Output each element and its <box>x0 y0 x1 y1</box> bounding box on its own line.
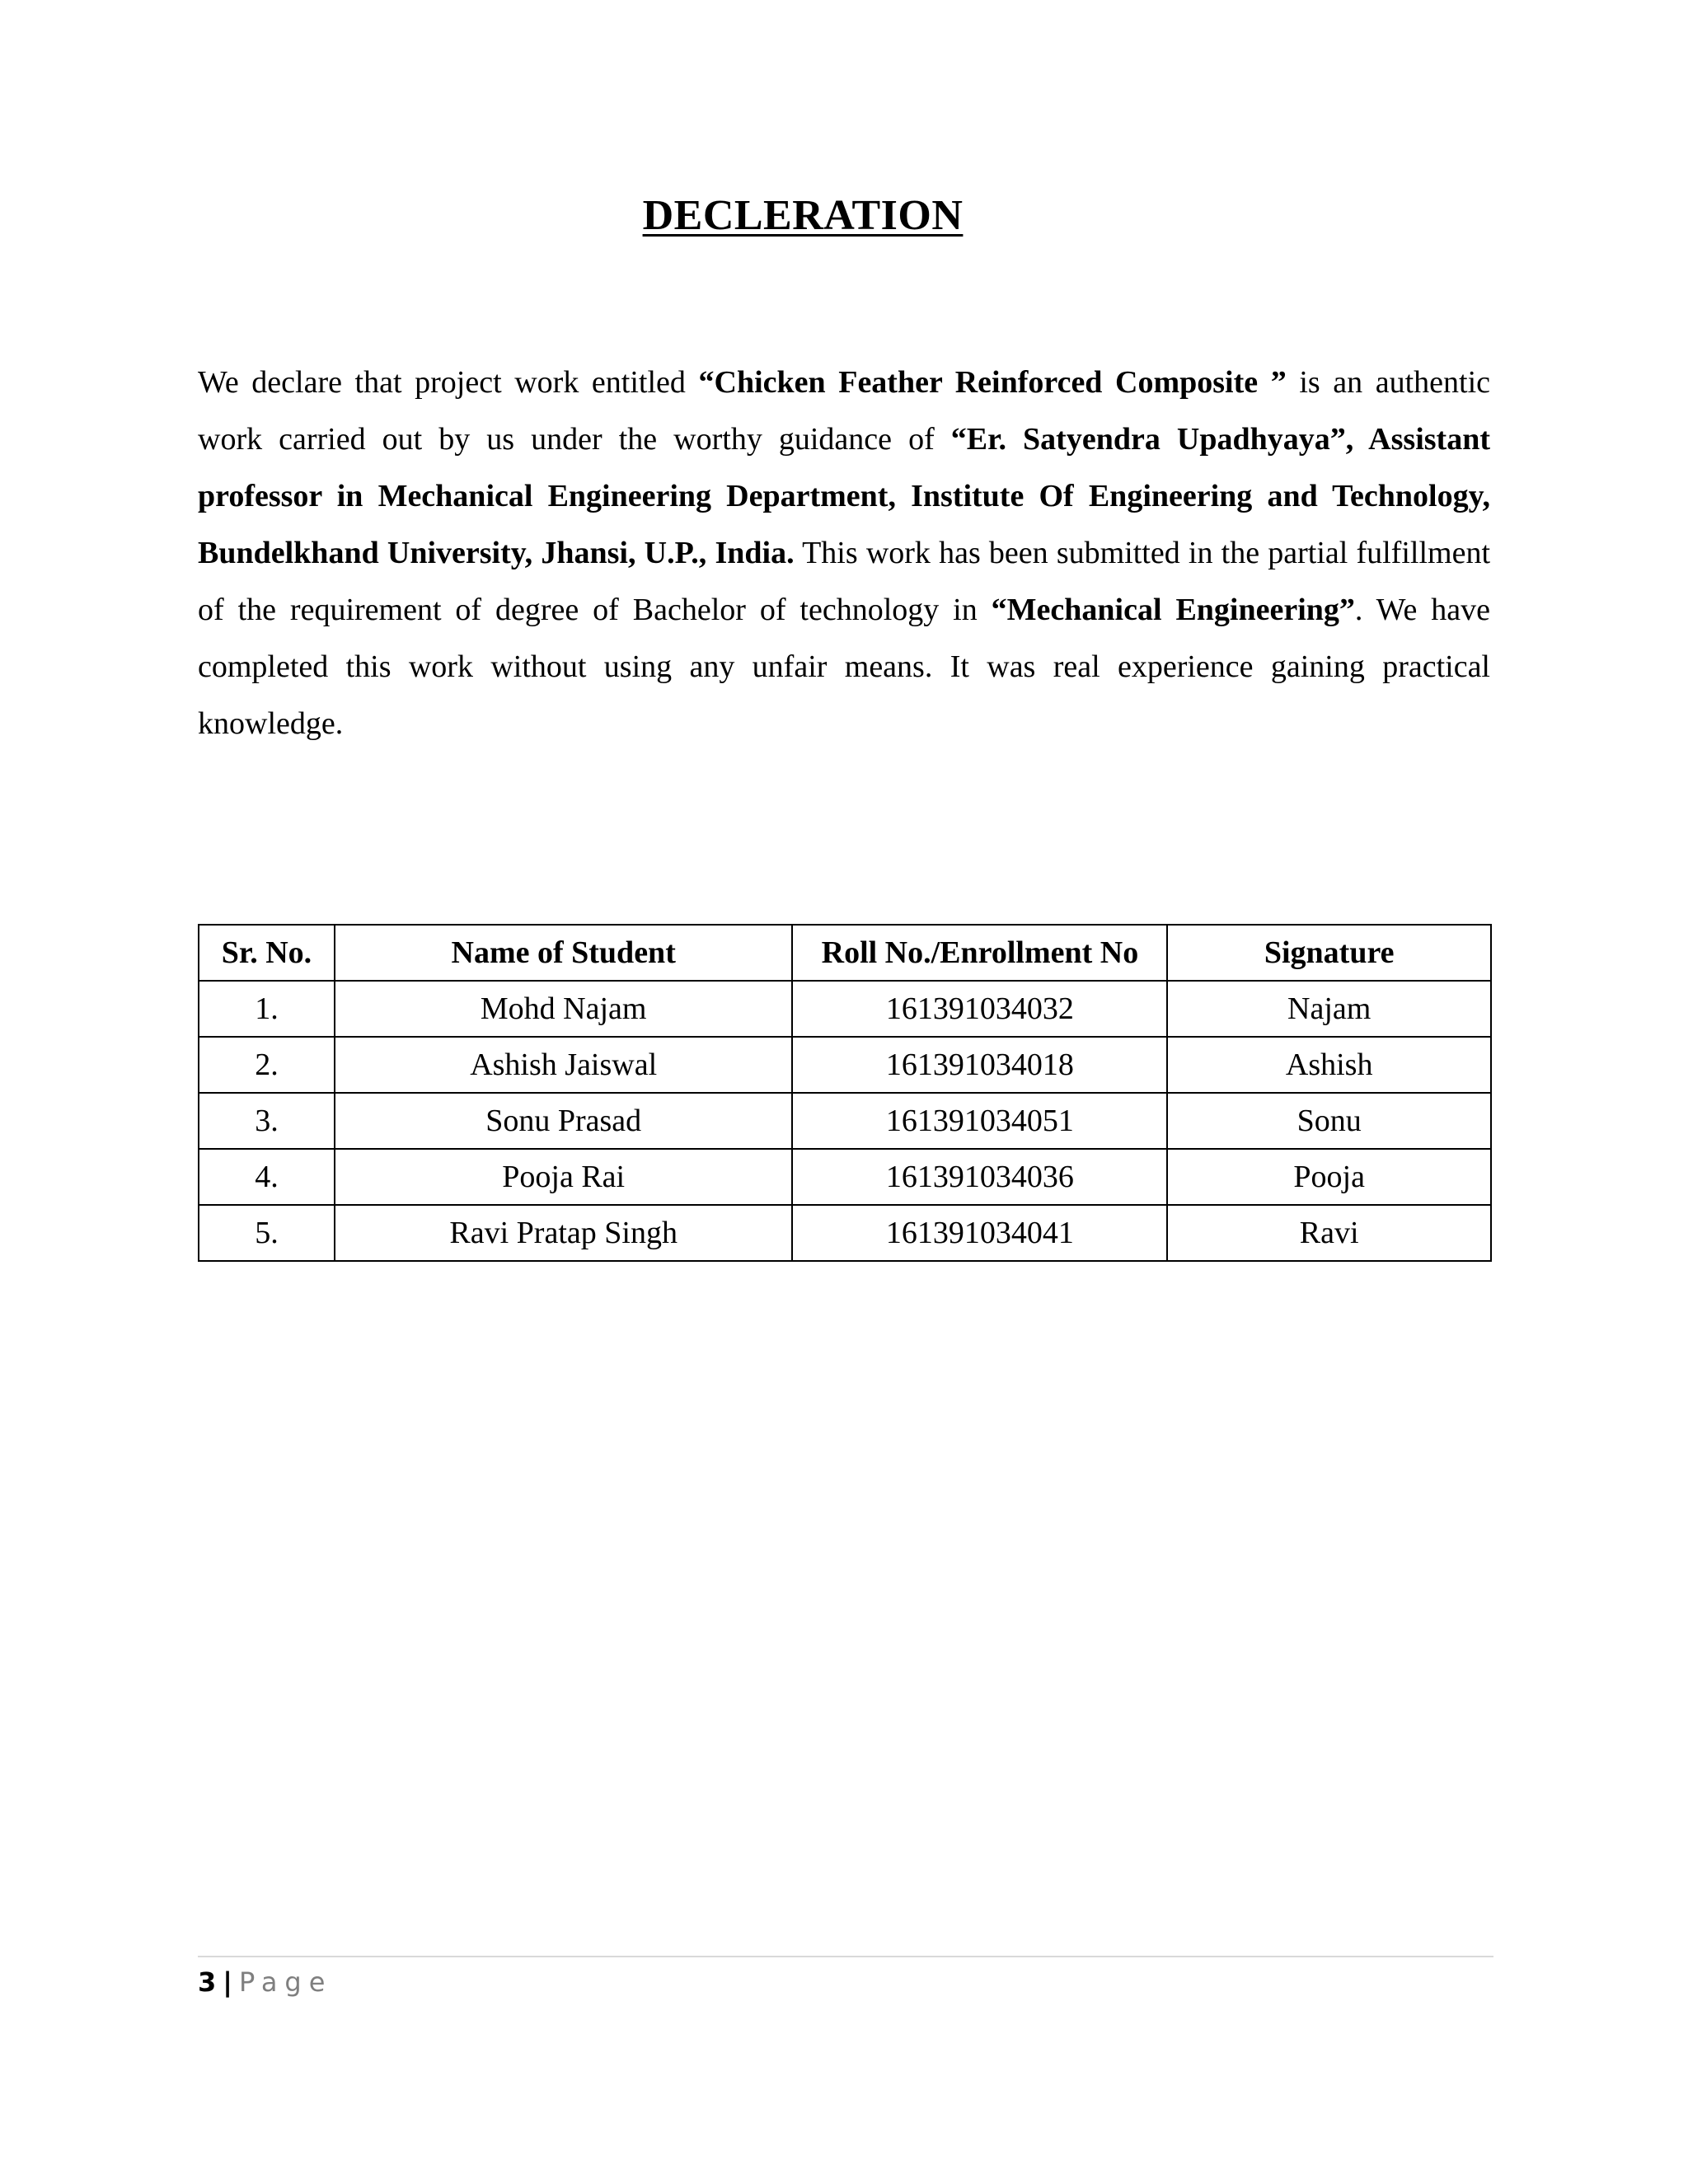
table-row <box>199 981 1491 1037</box>
header-signature: Signature <box>1167 925 1491 981</box>
page-number: 3 <box>198 1966 217 1998</box>
declaration-text-part-2: is an authentic work carried out by us under the worthy guidance of <box>198 365 1491 457</box>
declaration-text-part-4: . We have completed this work without using any unfair means. It was real experience gaining practical knowledge. <box>198 593 1490 741</box>
cell-student-name: Ravi Pratap Singh <box>335 1205 793 1261</box>
page-separator: | <box>223 1966 232 1998</box>
cell-signature: Ravi <box>1167 1205 1491 1261</box>
table-row <box>199 1149 1491 1205</box>
page-label: Page <box>238 1966 333 1998</box>
cell-signature: Najam <box>1167 981 1491 1037</box>
cell-sr-no: 4. <box>199 1149 335 1205</box>
project-title: “Chicken Feather Reinforced Composite ” <box>698 365 1287 400</box>
cell-roll-no: 161391034018 <box>792 1037 1167 1093</box>
cell-sr-no: 2. <box>199 1037 335 1093</box>
declaration-paragraph <box>198 354 1490 752</box>
page-footer <box>198 1963 332 2001</box>
table-row <box>199 1037 1491 1093</box>
degree-name: “Mechanical Engineering” <box>991 593 1355 627</box>
declaration-text-part-1: We declare that project work entitled <box>198 365 699 400</box>
cell-signature: Ashish <box>1167 1037 1491 1093</box>
table-row <box>199 1205 1491 1261</box>
guide-details: “Er. Satyendra Upadhyaya”, Assistant professor in Mechanical Engineering Department, Institute Of Engineering and Technology, Bundelkhand University, Jhansi, U.P., India. <box>198 422 1490 570</box>
page-title: DECLERATION <box>642 192 964 239</box>
footer-divider <box>198 1956 1493 1957</box>
table-header-row <box>199 925 1491 981</box>
cell-roll-no: 161391034036 <box>792 1149 1167 1205</box>
header-sr-no: Sr. No. <box>199 925 335 981</box>
students-table <box>198 924 1492 1262</box>
cell-student-name: Ashish Jaiswal <box>335 1037 793 1093</box>
cell-student-name: Mohd Najam <box>335 981 793 1037</box>
cell-student-name: Sonu Prasad <box>335 1093 793 1149</box>
cell-student-name: Pooja Rai <box>335 1149 793 1205</box>
header-student-name: Name of Student <box>335 925 793 981</box>
cell-sr-no: 3. <box>199 1093 335 1149</box>
cell-sr-no: 1. <box>199 981 335 1037</box>
cell-signature: Sonu <box>1167 1093 1491 1149</box>
cell-roll-no: 161391034041 <box>792 1205 1167 1261</box>
declaration-text-part-3: This work has been submitted in the partial fulfillment of the requirement of degree of Bachelor of technology in <box>198 536 1490 627</box>
cell-roll-no: 161391034051 <box>792 1093 1167 1149</box>
cell-roll-no: 161391034032 <box>792 981 1167 1037</box>
cell-sr-no: 5. <box>199 1205 335 1261</box>
table-row <box>199 1093 1491 1149</box>
header-roll-no: Roll No./Enrollment No <box>792 925 1167 981</box>
cell-signature: Pooja <box>1167 1149 1491 1205</box>
